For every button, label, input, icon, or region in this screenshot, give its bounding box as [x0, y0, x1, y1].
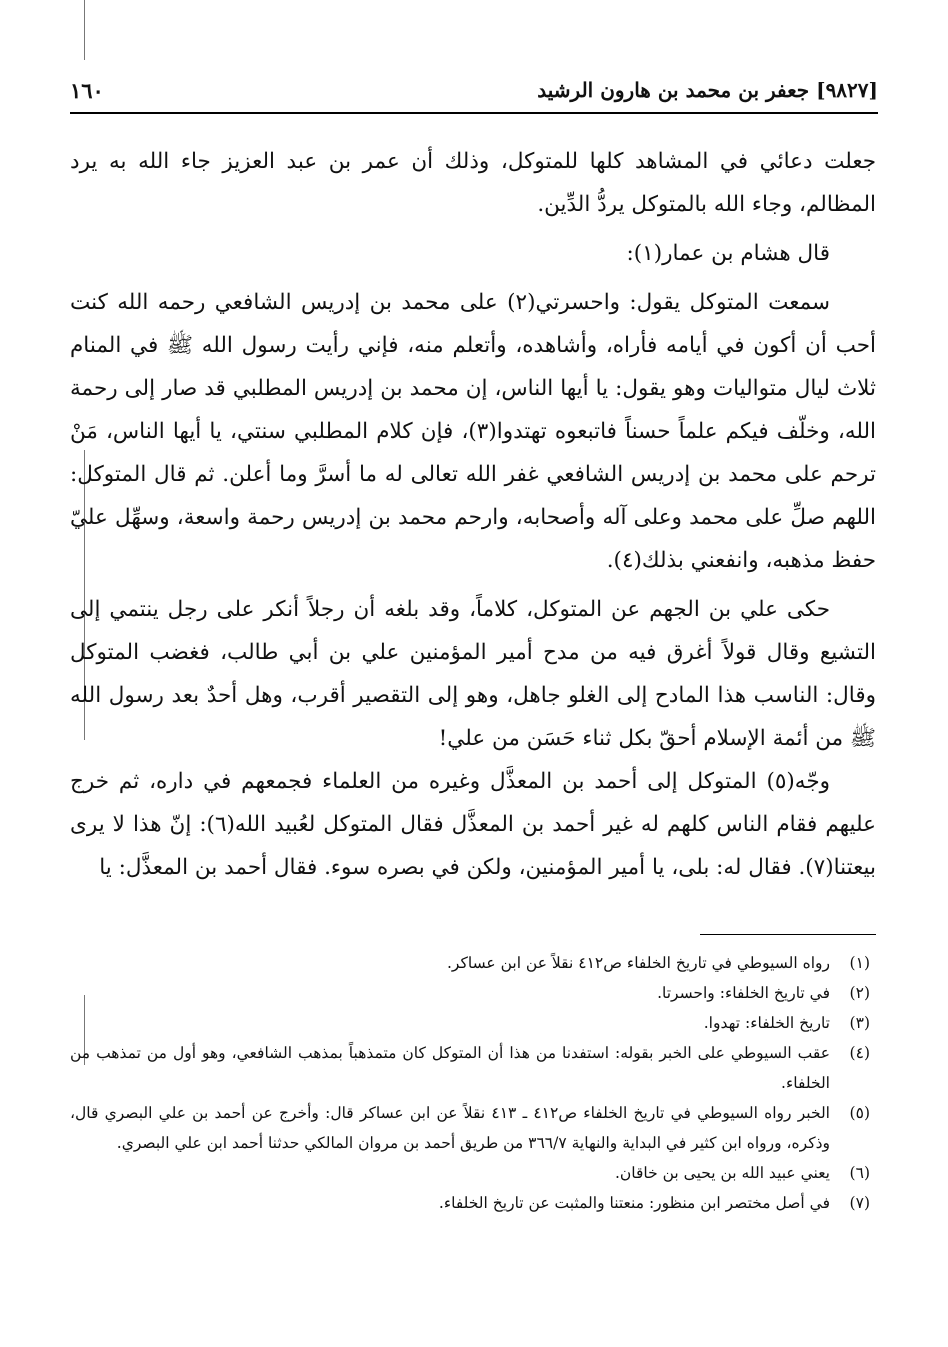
footnote-text: الخبر رواه السيوطي في تاريخ الخلفاء ص٤١٢ ـ ٤١٣ نقلاً عن ابن عساكر قال: وأخرج عن أحمد بن علي البصري قال، وذكره، ورواه ابن كثير في البداية والنهاية ٣٦٦/٧ من طريق أحمد بن مروان المالكي حدثنا أحمد ابن علي البصري. [70, 1104, 830, 1152]
footnote-separator [700, 934, 876, 935]
paragraph: وجّه(٥) المتوكل إلى أحمد بن المعذَّل وغيره من العلماء فجمعهم في داره، ثم خرج عليهم فقام الناس كلهم له غير أحمد بن المعذَّل فقال المتوكل لعُبيد الله(٦): إنّ هذا لا يرى بيعتنا(٧). فقال له: بلى، يا أمير المؤمنين، ولكن في بصره سوء. فقال أحمد بن المعذَّل: يا [70, 769, 876, 880]
page-number: ١٦٠ [70, 78, 104, 103]
footnote [70, 978, 870, 1008]
footnote [70, 1098, 870, 1158]
footnote [70, 1008, 870, 1038]
footnotes [70, 948, 870, 1218]
footnote [70, 948, 870, 978]
paragraph: جعلت دعائي في المشاهد كلها للمتوكل، وذلك أن عمر بن عبد العزيز جاء الله به يرد المظالم، وجاء الله بالمتوكل يردُّ الدِّين. [70, 149, 876, 217]
footnote [70, 1158, 870, 1188]
footnote-number: (٥) [849, 1104, 870, 1122]
paragraph: سمعت المتوكل يقول: واحسرتي(٢) على محمد بن إدريس الشافعي رحمه الله كنت أحب أن أكون في أيامه فأراه، وأشاهده، وأتعلم منه، فإني رأيت رسول الله ﷺ في المنام ثلاث ليال متواليات وهو يقول: يا أيها الناس، إن محمد بن إدريس المطلبي قد صار إلى رحمة الله، وخلّف فيكم علماً حسناً فاتبعوه تهتدوا(٣)، فإن كلام المطلبي سنتي، يا أيها الناس، مَنْ ترحم على محمد بن إدريس الشافعي غفر الله تعالى له ما أسرَّ وما أعلن. ثم قال المتوكل: اللهم صلِّ على محمد وعلى آله وأصحابه، وارحم محمد بن إدريس رحمة واسعة، وسهِّل عليّ حفظ مذهبه، وانفعني بذلك(٤). [70, 290, 877, 573]
footnote [70, 1188, 870, 1218]
footnote-number: (٢) [849, 984, 870, 1002]
footnote-number: (٤) [849, 1044, 870, 1062]
footnote-number: (٦) [849, 1164, 870, 1182]
footnote-text: رواه السيوطي في تاريخ الخلفاء ص٤١٢ نقلاً عن ابن عساكر. [447, 954, 830, 972]
page-header [70, 70, 878, 110]
paragraph: حكى علي بن الجهم عن المتوكل، كلاماً، وقد بلغه أن رجلاً أنكر على رجل ينتمي إلى التشيع وقال قولاً أغرق فيه من مدح أمير المؤمنين علي بن أبي طالب، فغضب المتوكل وقال: الناسب هذا المادح إلى الغلو جاهل، وهو إلى التقصير أقرب، وهل أحدٌ بعد رسول الله ﷺ من أئمة الإسلام أحقّ بكل ثناء حَسَن من علي! [70, 597, 876, 751]
footnote-text: يعني عبيد الله بن يحيى بن خاقان. [614, 1164, 830, 1182]
paragraph: قال هشام بن عمار(١): [626, 241, 830, 266]
footnote-number: (١) [849, 954, 870, 972]
footnote-number: (٣) [849, 1014, 870, 1032]
footnote [70, 1038, 870, 1098]
footnote-text: في تاريخ الخلفاء: واحسرتا. [657, 984, 830, 1002]
footnote-text: تاريخ الخلفاء: تهدوا. [703, 1014, 830, 1032]
footnote-text: عقب السيوطي على الخبر بقوله: استفدنا من هذا أن المتوكل كان متمذهباً بمذهب الشافعي، وهو أول من تمذهب من الخلفاء. [70, 1044, 830, 1092]
footnote-text: في أصل مختصر ابن منظور: منعتنا والمثبت عن تاريخ الخلفاء. [438, 1194, 830, 1212]
running-title: [٩٨٢٧] جعفر بن محمد بن هارون الرشيد [537, 78, 878, 102]
footnote-number: (٧) [849, 1194, 870, 1212]
scan-margin-line-top [84, 0, 85, 60]
main-text [70, 140, 876, 889]
header-rule [70, 112, 878, 114]
